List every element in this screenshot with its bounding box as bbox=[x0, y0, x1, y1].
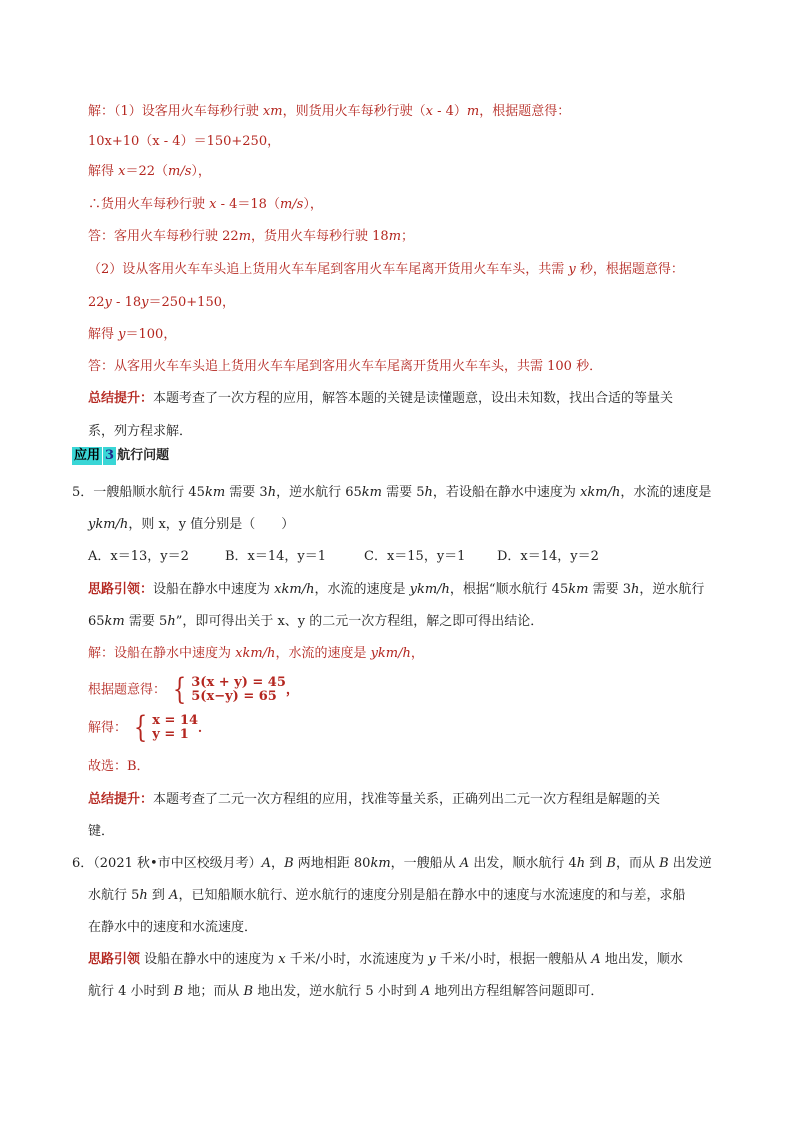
solution-line-6: （2）设从客用火车车头追上货用火车车尾到客用火车车尾离开货用火车车头，共需 y 秒，根据题意得： bbox=[88, 262, 684, 277]
summary-1-line-2: 系，列方程求解． bbox=[88, 424, 193, 439]
q5-option-c: C．x＝15，y＝1 bbox=[364, 549, 466, 564]
equation-row-2: 5(x−y) = 65 bbox=[191, 689, 277, 704]
equation-brace: { 3(x + y) = 45 5(x−y) = 65 bbox=[173, 672, 286, 707]
q5-option-b: B．x＝14，y＝1 bbox=[225, 549, 327, 564]
q5-solution-system: 解得： { x = 14 y = 1 ． bbox=[88, 710, 212, 745]
solution-line-1: 解：（1）设客用火车每秒行驶 xm，则货用火车每秒行驶（x - 4）m，根据题意得： bbox=[88, 104, 571, 119]
q6-hint-line-2: 航行 4 小时到 B 地；而从 B 地出发，逆水航行 5 小时到 A 地列出方程组解答问题即可． bbox=[88, 984, 604, 999]
q5-line-1: 5．一艘船顺水航行 45km 需要 3h，逆水航行 65km 需要 5h，若设船在静水中速度为 xkm/h，水流的速度是 bbox=[72, 485, 712, 500]
q5-option-a: A．x＝13，y＝2 bbox=[88, 549, 189, 564]
solution-line-8: 解得 y＝100， bbox=[88, 327, 177, 342]
solution-line-5: 答：客用火车每秒行驶 22m，货用火车每秒行驶 18m； bbox=[88, 229, 415, 244]
solution-brace: { x = 14 y = 1 bbox=[134, 710, 199, 745]
q5-hint-line-1: 思路引领：设船在静水中速度为 xkm/h，水流的速度是 ykm/h，根据“顺水航行 45km 需要 3h，逆水航行 bbox=[88, 582, 705, 597]
solution-line-3: 解得 x＝22（m/s）， bbox=[88, 164, 211, 179]
summary-2-line-1: 总结提升：本题考查了二元一次方程组的应用，找准等量关系，正确列出二元一次方程组是解题的关 bbox=[88, 792, 661, 807]
q5-option-d: D．x＝14，y＝2 bbox=[497, 549, 599, 564]
q5-answer: 故选：B． bbox=[88, 759, 150, 774]
solution-line-7: 22y - 18y＝250+150， bbox=[88, 295, 235, 310]
equation-row-1: 3(x + y) = 45 bbox=[191, 675, 286, 690]
section-heading: 应用 3 航行问题 bbox=[74, 448, 170, 463]
q5-equation-system: 根据题意得： { 3(x + y) = 45 5(x−y) = 65 ， bbox=[88, 672, 299, 707]
q6-line-3: 在静水中的速度和水流速度． bbox=[88, 920, 258, 935]
q6-hint-line-1: 思路引领 设船在静水中的速度为 x 千米/小时，水流速度为 y 千米/小时，根据一艘船从 A 地出发，顺水 bbox=[88, 952, 683, 967]
solution-line-2: 10x+10（x - 4）＝150+250， bbox=[88, 134, 281, 149]
solution-row-1: x = 14 bbox=[152, 713, 199, 728]
solution-line-4: ∴货用火车每秒行驶 x - 4＝18（m/s）， bbox=[88, 197, 323, 212]
solution-line-9: 答：从客用火车车头追上货用火车车尾到客用火车车尾离开货用火车车头，共需 100 秒． bbox=[88, 359, 603, 374]
q5-hint-line-2: 65km 需要 5h”，即可得出关于 x、y 的二元一次方程组，解之即可得出结论． bbox=[88, 614, 544, 629]
q5-line-2: ykm/h，则 x，y 值分别是（ ） bbox=[88, 517, 295, 532]
q6-line-1: 6．（2021 秋•市中区校级月考）A，B 两地相距 80km，一艘船从 A 出发，顺水航行 4h 到 B，而从 B 出发逆 bbox=[72, 856, 712, 871]
q5-solution-line-1: 解：设船在静水中速度为 xkm/h，水流的速度是 ykm/h， bbox=[88, 646, 424, 661]
summary-1-line-1: 总结提升：本题考查了一次方程的应用，解答本题的关键是读懂题意，设出未知数，找出合适的等量关 bbox=[88, 391, 674, 406]
q6-line-2: 水航行 5h 到 A，已知船顺水航行、逆水航行的速度分别是船在静水中的速度与水流速度的和与差，求船 bbox=[88, 888, 686, 903]
summary-2-line-2: 键． bbox=[88, 824, 115, 839]
solution-row-2: y = 1 bbox=[152, 727, 189, 742]
